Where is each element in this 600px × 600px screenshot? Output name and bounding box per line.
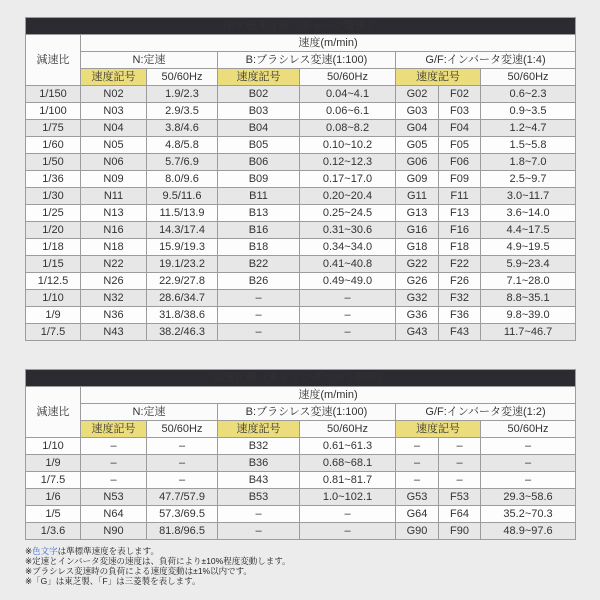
b-code-cell: B06 bbox=[218, 154, 300, 171]
ratio-cell: 1/15 bbox=[26, 256, 81, 273]
table-title-low-mid: 中・低速仕様（チェーン駆動） bbox=[26, 18, 576, 35]
b-speed-cell: 0.61~61.3 bbox=[300, 438, 396, 455]
n-speed-cell: 11.5/13.9 bbox=[147, 205, 218, 222]
gf-speed-cell: 1.2~4.7 bbox=[481, 120, 576, 137]
b-hz-header: 50/60Hz bbox=[300, 421, 396, 438]
gf-hz-header: 50/60Hz bbox=[481, 69, 576, 86]
b-code-cell: B32 bbox=[218, 438, 300, 455]
n-code-cell: – bbox=[81, 438, 147, 455]
n-code-cell: N90 bbox=[81, 523, 147, 540]
table-row bbox=[26, 290, 576, 307]
g-code-cell: G26 bbox=[396, 273, 439, 290]
high-speed-spec-table bbox=[25, 369, 576, 540]
f-code-cell: F13 bbox=[439, 205, 481, 222]
g-code-cell: G06 bbox=[396, 154, 439, 171]
b-code-cell: – bbox=[218, 324, 300, 341]
f-code-cell: F36 bbox=[439, 307, 481, 324]
b-speed-cell: 0.81~81.7 bbox=[300, 472, 396, 489]
n-hz-header: 50/60Hz bbox=[147, 421, 218, 438]
f-code-cell: F22 bbox=[439, 256, 481, 273]
gf-speed-cell: 11.7~46.7 bbox=[481, 324, 576, 341]
low-mid-speed-spec-table bbox=[25, 17, 576, 341]
table-row bbox=[26, 103, 576, 120]
b-speed-cell: 0.08~8.2 bbox=[300, 120, 396, 137]
b-code-cell: B26 bbox=[218, 273, 300, 290]
b-code-cell: B22 bbox=[218, 256, 300, 273]
f-code-cell: – bbox=[439, 472, 481, 489]
ratio-cell: 1/20 bbox=[26, 222, 81, 239]
n-speed-cell: 81.8/96.5 bbox=[147, 523, 218, 540]
f-code-cell: F18 bbox=[439, 239, 481, 256]
gf-speed-cell: 0.6~2.3 bbox=[481, 86, 576, 103]
n-speed-cell: 31.8/38.6 bbox=[147, 307, 218, 324]
table-row bbox=[26, 239, 576, 256]
b-speed-cell: – bbox=[300, 290, 396, 307]
ratio-cell: 1/36 bbox=[26, 171, 81, 188]
b-speed-cell: 0.25~24.5 bbox=[300, 205, 396, 222]
f-code-cell: F09 bbox=[439, 171, 481, 188]
table-row bbox=[26, 506, 576, 523]
ratio-cell: 1/3.6 bbox=[26, 523, 81, 540]
ratio-cell: 1/9 bbox=[26, 455, 81, 472]
ratio-column-header: 減速比 bbox=[26, 35, 81, 86]
ratio-column-header: 減速比 bbox=[26, 387, 81, 438]
table-row bbox=[26, 137, 576, 154]
f-code-cell: F02 bbox=[439, 86, 481, 103]
n-speed-cell: 5.7/6.9 bbox=[147, 154, 218, 171]
b-speed-cell: 0.49~49.0 bbox=[300, 273, 396, 290]
n-speed-cell: 8.0/9.6 bbox=[147, 171, 218, 188]
gf-speed-cell: 9.8~39.0 bbox=[481, 307, 576, 324]
table-row bbox=[26, 455, 576, 472]
n-code-cell: N06 bbox=[81, 154, 147, 171]
table-row bbox=[26, 273, 576, 290]
table-row bbox=[26, 324, 576, 341]
n-code-cell: N22 bbox=[81, 256, 147, 273]
g-code-cell: – bbox=[396, 455, 439, 472]
b-code-cell: – bbox=[218, 290, 300, 307]
n-code-cell: – bbox=[81, 455, 147, 472]
gf-speed-cell: 2.5~9.7 bbox=[481, 171, 576, 188]
gf-speed-cell: 48.9~97.6 bbox=[481, 523, 576, 540]
n-code-cell: N18 bbox=[81, 239, 147, 256]
b-code-cell: B43 bbox=[218, 472, 300, 489]
b-speed-cell: – bbox=[300, 506, 396, 523]
n-speed-cell: 19.1/23.2 bbox=[147, 256, 218, 273]
footnote-text: は準標準速度を表します。 bbox=[57, 546, 159, 556]
speed-unit-header: 速度(m/min) bbox=[81, 387, 576, 404]
footnote-line bbox=[25, 546, 575, 556]
ratio-cell: 1/100 bbox=[26, 103, 81, 120]
b-code-cell: B36 bbox=[218, 455, 300, 472]
g-code-cell: G13 bbox=[396, 205, 439, 222]
speed-unit-header: 速度(m/min) bbox=[81, 35, 576, 52]
n-speed-cell: 57.3/69.5 bbox=[147, 506, 218, 523]
g-code-cell: G64 bbox=[396, 506, 439, 523]
gf-code-header: 速度記号 bbox=[396, 69, 481, 86]
f-code-cell: – bbox=[439, 438, 481, 455]
table-row bbox=[26, 523, 576, 540]
g-code-cell: G16 bbox=[396, 222, 439, 239]
g-code-cell: – bbox=[396, 438, 439, 455]
ratio-cell: 1/7.5 bbox=[26, 324, 81, 341]
gf-code-header: 速度記号 bbox=[396, 421, 481, 438]
n-speed-cell: 47.7/57.9 bbox=[147, 489, 218, 506]
f-code-cell: F11 bbox=[439, 188, 481, 205]
footnote-line bbox=[25, 576, 575, 586]
ratio-cell: 1/60 bbox=[26, 137, 81, 154]
ratio-cell: 1/18 bbox=[26, 239, 81, 256]
g-code-cell: G32 bbox=[396, 290, 439, 307]
gf-speed-cell: 3.6~14.0 bbox=[481, 205, 576, 222]
n-speed-cell: – bbox=[147, 438, 218, 455]
f-code-cell: F26 bbox=[439, 273, 481, 290]
g-code-cell: G04 bbox=[396, 120, 439, 137]
b-code-cell: B02 bbox=[218, 86, 300, 103]
f-code-cell: F04 bbox=[439, 120, 481, 137]
b-code-cell: B11 bbox=[218, 188, 300, 205]
table-row bbox=[26, 472, 576, 489]
gf-speed-cell: 4.9~19.5 bbox=[481, 239, 576, 256]
b-speed-cell: 0.17~17.0 bbox=[300, 171, 396, 188]
f-code-cell: F05 bbox=[439, 137, 481, 154]
b-speed-cell: – bbox=[300, 523, 396, 540]
gf-speed-cell: 1.5~5.8 bbox=[481, 137, 576, 154]
b-speed-cell: 0.20~20.4 bbox=[300, 188, 396, 205]
n-code-cell: N36 bbox=[81, 307, 147, 324]
n-code-cell: N16 bbox=[81, 222, 147, 239]
g-code-cell: G02 bbox=[396, 86, 439, 103]
group-header-gf: G/F:インバータ変速(1:4) bbox=[396, 52, 576, 69]
gf-speed-cell: – bbox=[481, 438, 576, 455]
n-speed-cell: 2.9/3.5 bbox=[147, 103, 218, 120]
table-row bbox=[26, 256, 576, 273]
n-code-header: 速度記号 bbox=[81, 421, 147, 438]
group-header-gf: G/F:インバータ変速(1:2) bbox=[396, 404, 576, 421]
table-row bbox=[26, 188, 576, 205]
b-code-cell: B53 bbox=[218, 489, 300, 506]
ratio-cell: 1/50 bbox=[26, 154, 81, 171]
group-header-n: N:定速 bbox=[81, 404, 218, 421]
b-speed-cell: 0.04~4.1 bbox=[300, 86, 396, 103]
n-code-header: 速度記号 bbox=[81, 69, 147, 86]
n-code-cell: N09 bbox=[81, 171, 147, 188]
f-code-cell: F06 bbox=[439, 154, 481, 171]
ratio-cell: 1/150 bbox=[26, 86, 81, 103]
footnote-text: ※ bbox=[25, 546, 33, 556]
n-speed-cell: – bbox=[147, 455, 218, 472]
table-row bbox=[26, 154, 576, 171]
b-code-cell: B09 bbox=[218, 171, 300, 188]
gf-speed-cell: – bbox=[481, 455, 576, 472]
group-header-b: B:ブラシレス変速(1:100) bbox=[218, 404, 396, 421]
b-speed-cell: 0.06~6.1 bbox=[300, 103, 396, 120]
ratio-cell: 1/10 bbox=[26, 438, 81, 455]
g-code-cell: G03 bbox=[396, 103, 439, 120]
b-speed-cell: 0.41~40.8 bbox=[300, 256, 396, 273]
n-code-cell: N53 bbox=[81, 489, 147, 506]
ratio-cell: 1/30 bbox=[26, 188, 81, 205]
n-speed-cell: 3.8/4.6 bbox=[147, 120, 218, 137]
g-code-cell: G09 bbox=[396, 171, 439, 188]
ratio-cell: 1/5 bbox=[26, 506, 81, 523]
footnote-text: ※ブラシレス変速時の負荷による速度変動は±1%以内です。 bbox=[25, 566, 252, 576]
n-speed-cell: 38.2/46.3 bbox=[147, 324, 218, 341]
gf-speed-cell: – bbox=[481, 472, 576, 489]
b-code-cell: B05 bbox=[218, 137, 300, 154]
g-code-cell: G18 bbox=[396, 239, 439, 256]
n-code-cell: N43 bbox=[81, 324, 147, 341]
b-code-cell: B16 bbox=[218, 222, 300, 239]
table-row bbox=[26, 120, 576, 137]
gf-speed-cell: 4.4~17.5 bbox=[481, 222, 576, 239]
f-code-cell: F90 bbox=[439, 523, 481, 540]
b-code-cell: – bbox=[218, 523, 300, 540]
gf-speed-cell: 5.9~23.4 bbox=[481, 256, 576, 273]
b-hz-header: 50/60Hz bbox=[300, 69, 396, 86]
n-speed-cell: – bbox=[147, 472, 218, 489]
g-code-cell: – bbox=[396, 472, 439, 489]
gf-speed-cell: 8.8~35.1 bbox=[481, 290, 576, 307]
f-code-cell: F16 bbox=[439, 222, 481, 239]
n-code-cell: N04 bbox=[81, 120, 147, 137]
b-speed-cell: 0.68~68.1 bbox=[300, 455, 396, 472]
table-row bbox=[26, 307, 576, 324]
g-code-cell: G43 bbox=[396, 324, 439, 341]
b-code-cell: – bbox=[218, 506, 300, 523]
n-code-cell: N13 bbox=[81, 205, 147, 222]
gf-speed-cell: 7.1~28.0 bbox=[481, 273, 576, 290]
g-code-cell: G90 bbox=[396, 523, 439, 540]
table-row bbox=[26, 171, 576, 188]
g-code-cell: G05 bbox=[396, 137, 439, 154]
g-code-cell: G53 bbox=[396, 489, 439, 506]
f-code-cell: F64 bbox=[439, 506, 481, 523]
gf-speed-cell: 0.9~3.5 bbox=[481, 103, 576, 120]
b-code-cell: B03 bbox=[218, 103, 300, 120]
f-code-cell: F43 bbox=[439, 324, 481, 341]
g-code-cell: G36 bbox=[396, 307, 439, 324]
table-row bbox=[26, 86, 576, 103]
footnote-text: ※定速とインバータ変速の速度は、負荷により±10%程度変動します。 bbox=[25, 556, 291, 566]
n-code-cell: N32 bbox=[81, 290, 147, 307]
n-speed-cell: 14.3/17.4 bbox=[147, 222, 218, 239]
table-title-high-speed: 高速仕様（タイミングベルト駆動） bbox=[26, 370, 576, 387]
n-code-cell: N11 bbox=[81, 188, 147, 205]
ratio-cell: 1/10 bbox=[26, 290, 81, 307]
n-speed-cell: 22.9/27.8 bbox=[147, 273, 218, 290]
gf-speed-cell: 3.0~11.7 bbox=[481, 188, 576, 205]
b-speed-cell: 0.31~30.6 bbox=[300, 222, 396, 239]
table-row bbox=[26, 222, 576, 239]
footnote-line bbox=[25, 566, 575, 576]
n-hz-header: 50/60Hz bbox=[147, 69, 218, 86]
b-speed-cell: 0.12~12.3 bbox=[300, 154, 396, 171]
table-row bbox=[26, 205, 576, 222]
b-speed-cell: – bbox=[300, 324, 396, 341]
b-code-cell: B18 bbox=[218, 239, 300, 256]
f-code-cell: F03 bbox=[439, 103, 481, 120]
b-code-header: 速度記号 bbox=[218, 69, 300, 86]
gf-hz-header: 50/60Hz bbox=[481, 421, 576, 438]
n-code-cell: – bbox=[81, 472, 147, 489]
b-speed-cell: 0.34~34.0 bbox=[300, 239, 396, 256]
g-code-cell: G22 bbox=[396, 256, 439, 273]
n-code-cell: N05 bbox=[81, 137, 147, 154]
table-row bbox=[26, 438, 576, 455]
group-header-b: B:ブラシレス変速(1:100) bbox=[218, 52, 396, 69]
group-header-n: N:定速 bbox=[81, 52, 218, 69]
n-speed-cell: 4.8/5.8 bbox=[147, 137, 218, 154]
ratio-cell: 1/12.5 bbox=[26, 273, 81, 290]
g-code-cell: G11 bbox=[396, 188, 439, 205]
n-code-cell: N26 bbox=[81, 273, 147, 290]
f-code-cell: F32 bbox=[439, 290, 481, 307]
b-code-header: 速度記号 bbox=[218, 421, 300, 438]
b-code-cell: B04 bbox=[218, 120, 300, 137]
gf-speed-cell: 1.8~7.0 bbox=[481, 154, 576, 171]
n-speed-cell: 9.5/11.6 bbox=[147, 188, 218, 205]
n-code-cell: N03 bbox=[81, 103, 147, 120]
table-row bbox=[26, 489, 576, 506]
gf-speed-cell: 29.3~58.6 bbox=[481, 489, 576, 506]
footnote-text: ※「G」は東芝製、「F」は三菱製を表します。 bbox=[25, 576, 201, 586]
n-code-cell: N02 bbox=[81, 86, 147, 103]
ratio-cell: 1/9 bbox=[26, 307, 81, 324]
b-speed-cell: – bbox=[300, 307, 396, 324]
n-speed-cell: 1.9/2.3 bbox=[147, 86, 218, 103]
n-code-cell: N64 bbox=[81, 506, 147, 523]
b-code-cell: – bbox=[218, 307, 300, 324]
n-speed-cell: 28.6/34.7 bbox=[147, 290, 218, 307]
ratio-cell: 1/25 bbox=[26, 205, 81, 222]
footnote-colored-text: 色文字 bbox=[32, 546, 58, 556]
b-code-cell: B13 bbox=[218, 205, 300, 222]
footnote-line bbox=[25, 556, 575, 566]
ratio-cell: 1/7.5 bbox=[26, 472, 81, 489]
f-code-cell: F53 bbox=[439, 489, 481, 506]
ratio-cell: 1/75 bbox=[26, 120, 81, 137]
gf-speed-cell: 35.2~70.3 bbox=[481, 506, 576, 523]
footnotes bbox=[25, 546, 575, 586]
ratio-cell: 1/6 bbox=[26, 489, 81, 506]
n-speed-cell: 15.9/19.3 bbox=[147, 239, 218, 256]
b-speed-cell: 1.0~102.1 bbox=[300, 489, 396, 506]
f-code-cell: – bbox=[439, 455, 481, 472]
b-speed-cell: 0.10~10.2 bbox=[300, 137, 396, 154]
